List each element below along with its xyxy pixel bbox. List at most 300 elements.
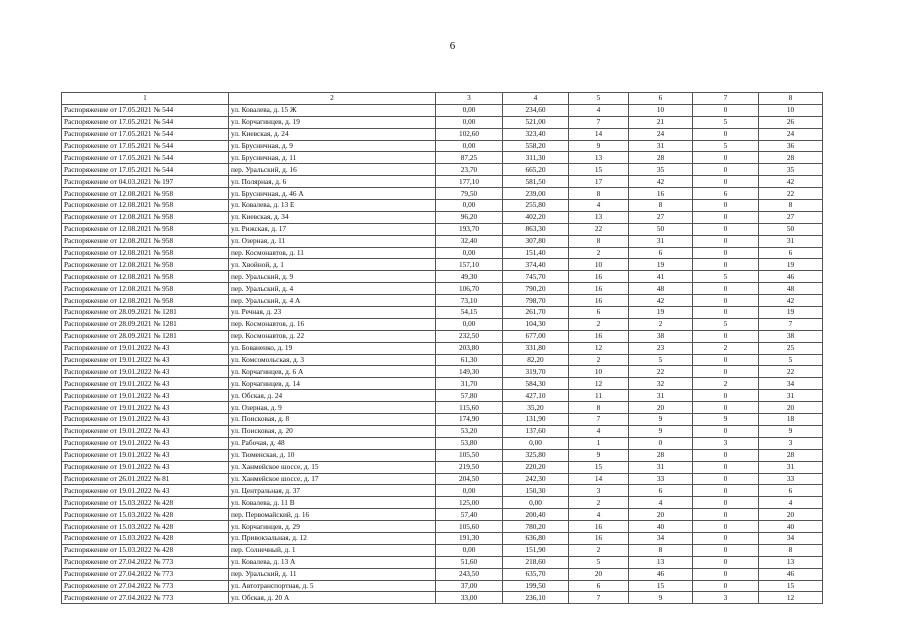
table-cell: 115,60 [436,402,503,414]
table-cell: Распоряжение от 19.01.2022 № 43 [62,414,229,426]
table-cell: 38 [629,330,693,342]
table-cell: 28 [759,449,823,461]
table-row [62,259,823,271]
table-cell: 16 [629,188,693,200]
table-cell: 0 [693,449,759,461]
table-cell: 46 [759,271,823,283]
table-cell: Распоряжение от 17.05.2021 № 544 [62,116,229,128]
table-cell: 0 [693,556,759,568]
table-body [62,93,823,604]
table-cell: 242,30 [503,473,569,485]
table-cell: 42 [759,295,823,307]
table-cell: 0 [693,425,759,437]
table-cell: 42 [629,295,693,307]
table-cell: 0 [693,366,759,378]
table-cell: 33 [629,473,693,485]
table-cell: 0,00 [503,437,569,449]
table-cell: 51,60 [436,556,503,568]
table-cell: Распоряжение от 12.08.2021 № 958 [62,259,229,271]
table-cell: Распоряжение от 15.03.2022 № 428 [62,532,229,544]
table-cell: 6 [759,485,823,497]
table-cell: 3 [693,437,759,449]
column-number-cell: 5 [569,93,629,105]
table-cell: 199,50 [503,580,569,592]
table-cell: ул. Полярная, д. 6 [229,176,436,188]
table-cell: 8 [569,235,629,247]
table-cell: 5 [759,354,823,366]
table-cell: Распоряжение от 15.03.2022 № 428 [62,497,229,509]
table-cell: 427,10 [503,390,569,402]
table-row [62,354,823,366]
table-cell: Распоряжение от 12.08.2021 № 958 [62,247,229,259]
table-cell: 0 [693,247,759,259]
table-row [62,116,823,128]
column-number-cell: 7 [693,93,759,105]
table-cell: 0 [693,485,759,497]
table-row [62,390,823,402]
table-cell: ул. Киевская, д. 24 [229,128,436,140]
table-cell: Распоряжение от 12.08.2021 № 958 [62,295,229,307]
table-cell: 10 [569,259,629,271]
table-cell: 0 [693,283,759,295]
table-cell: ул. Ковалева, д. 11 В [229,497,436,509]
table-cell: 3 [569,485,629,497]
table-cell: 33 [759,473,823,485]
column-number-cell: 1 [62,93,229,105]
table-cell: 32,40 [436,235,503,247]
table-cell: Распоряжение от 28.09.2021 № 1281 [62,318,229,330]
table-cell: 255,80 [503,200,569,212]
table-cell: ул. Ковалева, д. 13 Е [229,200,436,212]
table-cell: 151,40 [503,247,569,259]
table-cell: 863,30 [503,223,569,235]
table-cell: Распоряжение от 28.09.2021 № 1281 [62,330,229,342]
table-cell: 9 [569,449,629,461]
table-cell: ул. Комсомольская, д. 3 [229,354,436,366]
table-cell: 22 [569,223,629,235]
table-cell: 0 [693,223,759,235]
table-cell: 6 [759,247,823,259]
table-cell: 16 [569,295,629,307]
table-cell: 5 [693,140,759,152]
table-row [62,104,823,116]
table-cell: 0 [693,152,759,164]
table-cell: 0,00 [436,200,503,212]
table-cell: 11 [569,390,629,402]
table-cell: 57,80 [436,390,503,402]
table-cell: 16 [569,521,629,533]
table-cell: 34 [759,378,823,390]
table-cell: Распоряжение от 28.09.2021 № 1281 [62,307,229,319]
table-row [62,188,823,200]
table-cell: ул. Речная, д. 23 [229,307,436,319]
table-cell: 104,30 [503,318,569,330]
table-cell: 57,40 [436,509,503,521]
table-row [62,414,823,426]
table-cell: Распоряжение от 17.05.2021 № 544 [62,152,229,164]
table-cell: 203,80 [436,342,503,354]
table-row [62,532,823,544]
table-cell: 200,40 [503,509,569,521]
table-cell: ул. Автотранспортная, д. 5 [229,580,436,592]
table-cell: 19 [629,307,693,319]
table-row [62,271,823,283]
table-cell: 10 [629,104,693,116]
table-cell: 22 [759,366,823,378]
table-cell: 0 [693,330,759,342]
table-cell: 239,00 [503,188,569,200]
table-cell: 28 [759,152,823,164]
table-cell: 8 [759,544,823,556]
table-cell: 7 [759,318,823,330]
table-cell: 150,30 [503,485,569,497]
table-cell: 9 [759,425,823,437]
table-cell: 15 [759,580,823,592]
table-cell: 40 [629,521,693,533]
table-row [62,449,823,461]
table-cell: ул. Корчагинцев, д. 14 [229,378,436,390]
table-cell: 16 [569,532,629,544]
table-row [62,485,823,497]
table-cell: 19 [759,259,823,271]
table-cell: 243,50 [436,568,503,580]
table-cell: 0 [693,461,759,473]
column-number-cell: 3 [436,93,503,105]
table-cell: пер. Космонавтов, д. 11 [229,247,436,259]
table-cell: пер. Уральский, д. 16 [229,164,436,176]
table-cell: 15 [569,164,629,176]
table-cell: 402,20 [503,211,569,223]
table-cell: 2 [569,318,629,330]
table-cell: 9 [629,425,693,437]
table-row [62,402,823,414]
table-cell: 3 [759,437,823,449]
table-cell: 20 [759,402,823,414]
table-cell: 31 [629,390,693,402]
table-cell: 319,70 [503,366,569,378]
table-cell: Распоряжение от 12.08.2021 № 958 [62,200,229,212]
table-row [62,521,823,533]
table-cell: Распоряжение от 27.04.2022 № 773 [62,568,229,580]
table-cell: 0 [693,259,759,271]
table-cell: 234,60 [503,104,569,116]
table-cell: Распоряжение от 17.05.2021 № 544 [62,164,229,176]
table-cell: 73,10 [436,295,503,307]
table-cell: 9 [629,592,693,604]
table-cell: Распоряжение от 04.03.2021 № 197 [62,176,229,188]
table-cell: 20 [629,402,693,414]
table-cell: Распоряжение от 19.01.2022 № 43 [62,402,229,414]
table-cell: 2 [569,544,629,556]
table-cell: 2 [693,342,759,354]
table-cell: 0 [693,580,759,592]
table-row [62,342,823,354]
table-cell: пер. Уральский, д. 4 А [229,295,436,307]
table-cell: 5 [569,556,629,568]
table-row [62,461,823,473]
table-cell: 102,60 [436,128,503,140]
table-cell: 16 [569,271,629,283]
table-row [62,235,823,247]
table-cell: Распоряжение от 19.01.2022 № 43 [62,461,229,473]
table-cell: 35 [759,164,823,176]
table-cell: 125,00 [436,497,503,509]
table-cell: пер. Солнечный, д. 1 [229,544,436,556]
table-cell: 0,00 [503,497,569,509]
table-cell: ул. Корчагинцев, д. 6 А [229,366,436,378]
table-cell: 40 [759,521,823,533]
table-cell: Распоряжение от 15.03.2022 № 428 [62,544,229,556]
table-row [62,544,823,556]
table-cell: 9 [629,414,693,426]
table-cell: 0,00 [436,140,503,152]
table-cell: 0 [693,211,759,223]
table-cell: 49,30 [436,271,503,283]
table-cell: ул. Ханмейское шоссе, д. 15 [229,461,436,473]
table-row [62,307,823,319]
table-cell: 53,20 [436,425,503,437]
table-cell: 9 [569,140,629,152]
table-cell: 0 [693,521,759,533]
table-cell: 82,20 [503,354,569,366]
table-row [62,366,823,378]
table-cell: 22 [759,188,823,200]
table-cell: 13 [629,556,693,568]
column-number-cell: 6 [629,93,693,105]
table-cell: 218,60 [503,556,569,568]
table-cell: 36 [759,140,823,152]
table-cell: 131,90 [503,414,569,426]
table-cell: 24 [629,128,693,140]
table-cell: Распоряжение от 15.03.2022 № 428 [62,521,229,533]
table-cell: 48 [759,283,823,295]
table-row [62,152,823,164]
table-row [62,330,823,342]
table-cell: 6 [629,485,693,497]
table-cell: 232,50 [436,330,503,342]
table-cell: 2 [629,318,693,330]
table-cell: 28 [629,449,693,461]
table-cell: 87,25 [436,152,503,164]
table-row [62,283,823,295]
table-cell: 0 [693,164,759,176]
table-cell: 12 [759,592,823,604]
table-cell: 20 [569,568,629,580]
table-cell: 220,20 [503,461,569,473]
table-cell: ул. Озерная, д. 9 [229,402,436,414]
table-cell: 0 [693,235,759,247]
table-cell: ул. Киевская, д. 34 [229,211,436,223]
table-row [62,295,823,307]
table-cell: 191,30 [436,532,503,544]
table-row [62,164,823,176]
table-cell: Распоряжение от 19.01.2022 № 43 [62,366,229,378]
table-cell: 137,60 [503,425,569,437]
table-cell: Распоряжение от 19.01.2022 № 43 [62,378,229,390]
table-cell: 23 [629,342,693,354]
table-cell: 0 [693,390,759,402]
table-cell: 1 [569,437,629,449]
table-cell: 6 [629,247,693,259]
column-number-cell: 2 [229,93,436,105]
table-row [62,378,823,390]
table-cell: 584,30 [503,378,569,390]
table-cell: 745,70 [503,271,569,283]
table-cell: 0 [693,497,759,509]
table-cell: 0 [693,402,759,414]
table-cell: 6 [569,580,629,592]
table-cell: 4 [569,200,629,212]
table-cell: ул. Брусничная, д. 9 [229,140,436,152]
table-cell: 4 [569,104,629,116]
table-cell: 41 [629,271,693,283]
table-cell: 27 [759,211,823,223]
table-cell: 0,00 [436,318,503,330]
table-cell: 5 [693,318,759,330]
table-row [62,140,823,152]
table-cell: ул. Ханмейское шоссе, д. 17 [229,473,436,485]
table-cell: ул. Поисковая, д. 20 [229,425,436,437]
table-row [62,437,823,449]
table-cell: 26 [759,116,823,128]
column-number-cell: 4 [503,93,569,105]
table-cell: 0 [693,354,759,366]
table-cell: 374,40 [503,259,569,271]
table-cell: ул. Хвойной, д. 1 [229,259,436,271]
table-cell: 105,50 [436,449,503,461]
table-cell: 798,70 [503,295,569,307]
table-cell: 54,15 [436,307,503,319]
table-cell: 5 [629,354,693,366]
table-cell: ул. Рижская, д. 17 [229,223,436,235]
table-cell: ул. Обская, д. 24 [229,390,436,402]
table-row [62,509,823,521]
table-cell: ул. Тюменская, д. 10 [229,449,436,461]
table-cell: 5 [693,116,759,128]
table-cell: 10 [569,366,629,378]
table-cell: Распоряжение от 27.04.2022 № 773 [62,592,229,604]
table-cell: пер. Уральский, д. 9 [229,271,436,283]
table-cell: Распоряжение от 17.05.2021 № 544 [62,104,229,116]
table-cell: 61,30 [436,354,503,366]
table-cell: 46 [629,568,693,580]
table-cell: 2 [569,354,629,366]
table-cell: 8 [629,200,693,212]
table-cell: 177,10 [436,176,503,188]
table-cell: 149,30 [436,366,503,378]
table-cell: 46 [759,568,823,580]
table-cell: 16 [569,283,629,295]
table-row [62,176,823,188]
table-cell: ул. Брусничная, д. 46 А [229,188,436,200]
table-cell: 3 [693,592,759,604]
table-cell: 7 [569,592,629,604]
table-cell: 0,00 [436,485,503,497]
page-number: 6 [449,40,456,52]
table-cell: Распоряжение от 12.08.2021 № 958 [62,211,229,223]
table-cell: 665,20 [503,164,569,176]
table-cell: 5 [693,271,759,283]
table-cell: пер. Первомайский, д. 16 [229,509,436,521]
table-cell: Распоряжение от 19.01.2022 № 43 [62,390,229,402]
table-cell: 261,70 [503,307,569,319]
table-cell: 0 [693,473,759,485]
table-cell: 28 [629,152,693,164]
table-row [62,556,823,568]
table-cell: ул. Привокзальная, д. 12 [229,532,436,544]
table-cell: 13 [569,152,629,164]
table-cell: ул. Корчагинцев, д. 29 [229,521,436,533]
table-cell: 4 [759,497,823,509]
table-cell: Распоряжение от 17.05.2021 № 544 [62,140,229,152]
table-row [62,473,823,485]
table-cell: Распоряжение от 19.01.2022 № 43 [62,485,229,497]
table-cell: Распоряжение от 12.08.2021 № 958 [62,188,229,200]
table-row [62,318,823,330]
table-cell: 521,00 [503,116,569,128]
table-cell: Распоряжение от 12.08.2021 № 958 [62,271,229,283]
table-row [62,568,823,580]
table-cell: Распоряжение от 26.01.2022 № 81 [62,473,229,485]
table-cell: 4 [569,509,629,521]
table-cell: 0,00 [436,247,503,259]
table-cell: ул. Центральная, д. 37 [229,485,436,497]
table-cell: 13 [569,211,629,223]
table-cell: 0 [693,295,759,307]
table-cell: Распоряжение от 12.08.2021 № 958 [62,223,229,235]
table-cell: 0 [693,568,759,580]
table-cell: 307,80 [503,235,569,247]
table-cell: 157,10 [436,259,503,271]
table-cell: 25 [759,342,823,354]
table-cell: 0 [693,509,759,521]
table-cell: 0 [693,104,759,116]
table-cell: Распоряжение от 19.01.2022 № 43 [62,354,229,366]
table-cell: 219,50 [436,461,503,473]
table-cell: Распоряжение от 15.03.2022 № 428 [62,509,229,521]
table-cell: 23,70 [436,164,503,176]
table-cell: 42 [629,176,693,188]
table-cell: 35,20 [503,402,569,414]
table-cell: 174,90 [436,414,503,426]
table-row [62,200,823,212]
table-cell: 780,20 [503,521,569,533]
table-cell: 8 [569,188,629,200]
table-row [62,223,823,235]
table-cell: 790,20 [503,283,569,295]
table-cell: 9 [693,414,759,426]
table-cell: 33,00 [436,592,503,604]
table-cell: 635,70 [503,568,569,580]
table-cell: 0 [693,128,759,140]
table-cell: ул. Обская, д. 20 А [229,592,436,604]
table-cell: 204,50 [436,473,503,485]
table-cell: 0,00 [436,104,503,116]
table-cell: ул. Бованенко, д. 19 [229,342,436,354]
table-cell: 22 [629,366,693,378]
table-cell: 34 [759,532,823,544]
table-cell: 15 [629,580,693,592]
table-cell: 581,50 [503,176,569,188]
table-cell: 677,00 [503,330,569,342]
table-cell: 19 [629,259,693,271]
table-cell: ул. Брусничная, д. 11 [229,152,436,164]
table-cell: 53,80 [436,437,503,449]
table-cell: 0,00 [436,116,503,128]
column-number-row [62,93,823,105]
table-cell: ул. Рабочая, д. 48 [229,437,436,449]
table-cell: 15 [569,461,629,473]
